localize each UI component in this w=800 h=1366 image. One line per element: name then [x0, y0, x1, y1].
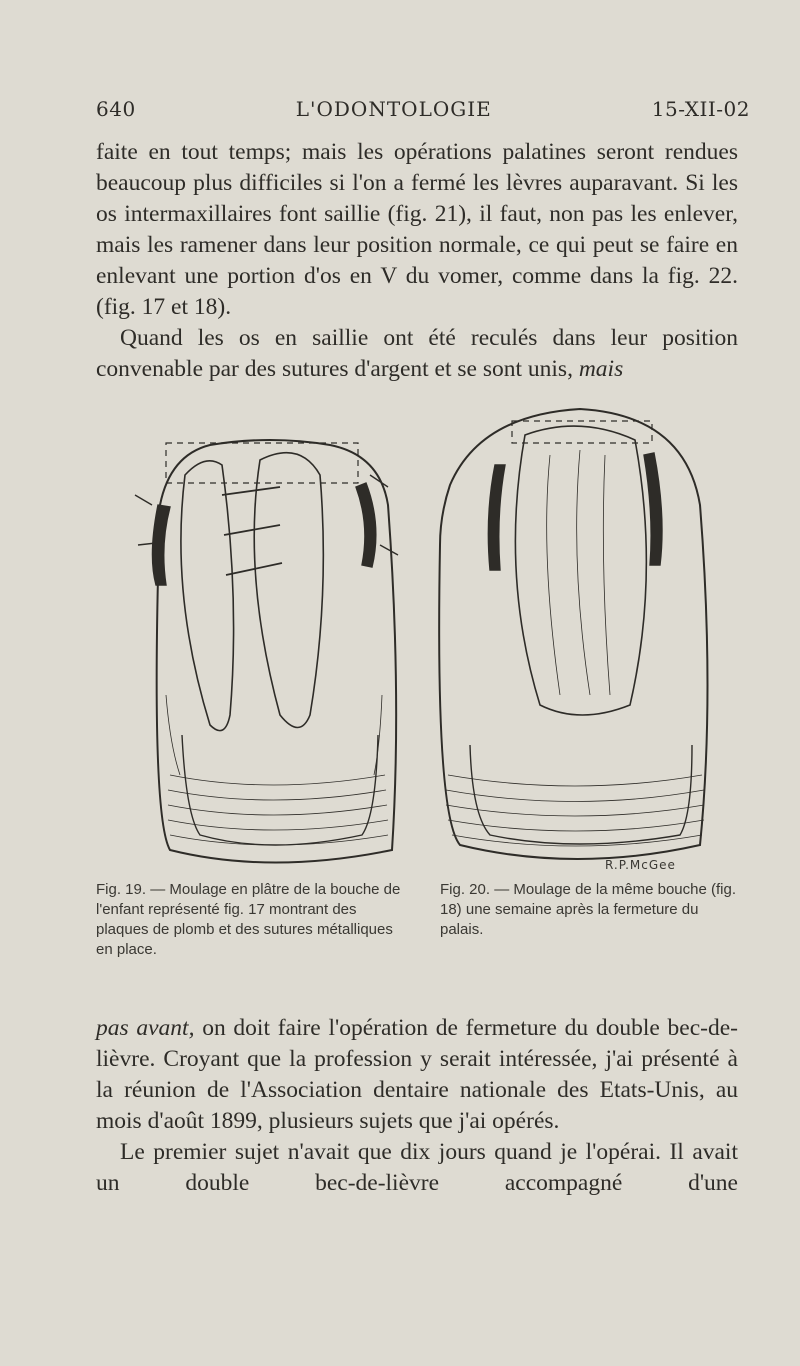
illustrator-signature: R.P.McGee [605, 858, 676, 872]
paragraph-1: faite en tout temps; mais les opérations palatines seront rendues beaucoup plus difficiles si l'on a fermé les lèvres auparavant. Si les os intermaxillaires font saillie (fig. 21), il faut, non pas les enlever, mais les ramener dans leur position normale, ce qui peut se faire en enlevant une portion d'os en V du vomer, comme dans la fig. 22. (fig. 17 et 18). [96, 139, 738, 320]
figure-20-illustration [430, 395, 720, 875]
issue-date: 15-XII-02 [651, 97, 750, 121]
running-header [96, 97, 750, 121]
body-text-bottom [96, 1013, 738, 1199]
journal-title: L'ODONTOLOGIE [295, 97, 492, 121]
page-number: 640 [96, 97, 136, 121]
paragraph-3-italic: pas avant, [96, 1015, 195, 1041]
paragraph-3 [96, 1013, 738, 1137]
body-text-top [96, 137, 738, 385]
paragraph-2-text: Quand les os en saillie ont été reculés dans leur position convenable par des sutures d'argent et se sont unis, [96, 325, 738, 382]
paragraph-4: Le premier sujet n'avait que dix jours quand je l'opérai. Il avait un double bec-de-lièvre accompagné d'une [96, 1139, 738, 1196]
figure-19-illustration [130, 395, 410, 875]
paragraph-3-text: on doit faire l'opération de fermeture du double bec-de-lièvre. Croyant que la profession y serait intéressée, j'ai présenté à la réunion de l'Association dentaire nationale des Etats-Unis, au mois d'août 1899, plusieurs sujets que j'ai opérés. [96, 1015, 738, 1134]
figure-20-caption: Fig. 20. — Moulage de la même bouche (fig. 18) une semaine après la fermeture du palais. [440, 881, 736, 938]
paragraph-2 [96, 323, 738, 385]
figure-19-caption: Fig. 19. — Moulage en plâtre de la bouche de l'enfant représenté fig. 17 montrant des plaques de plomb et des sutures métalliques en place. [96, 881, 401, 958]
paragraph-2-italic: mais [578, 356, 624, 382]
